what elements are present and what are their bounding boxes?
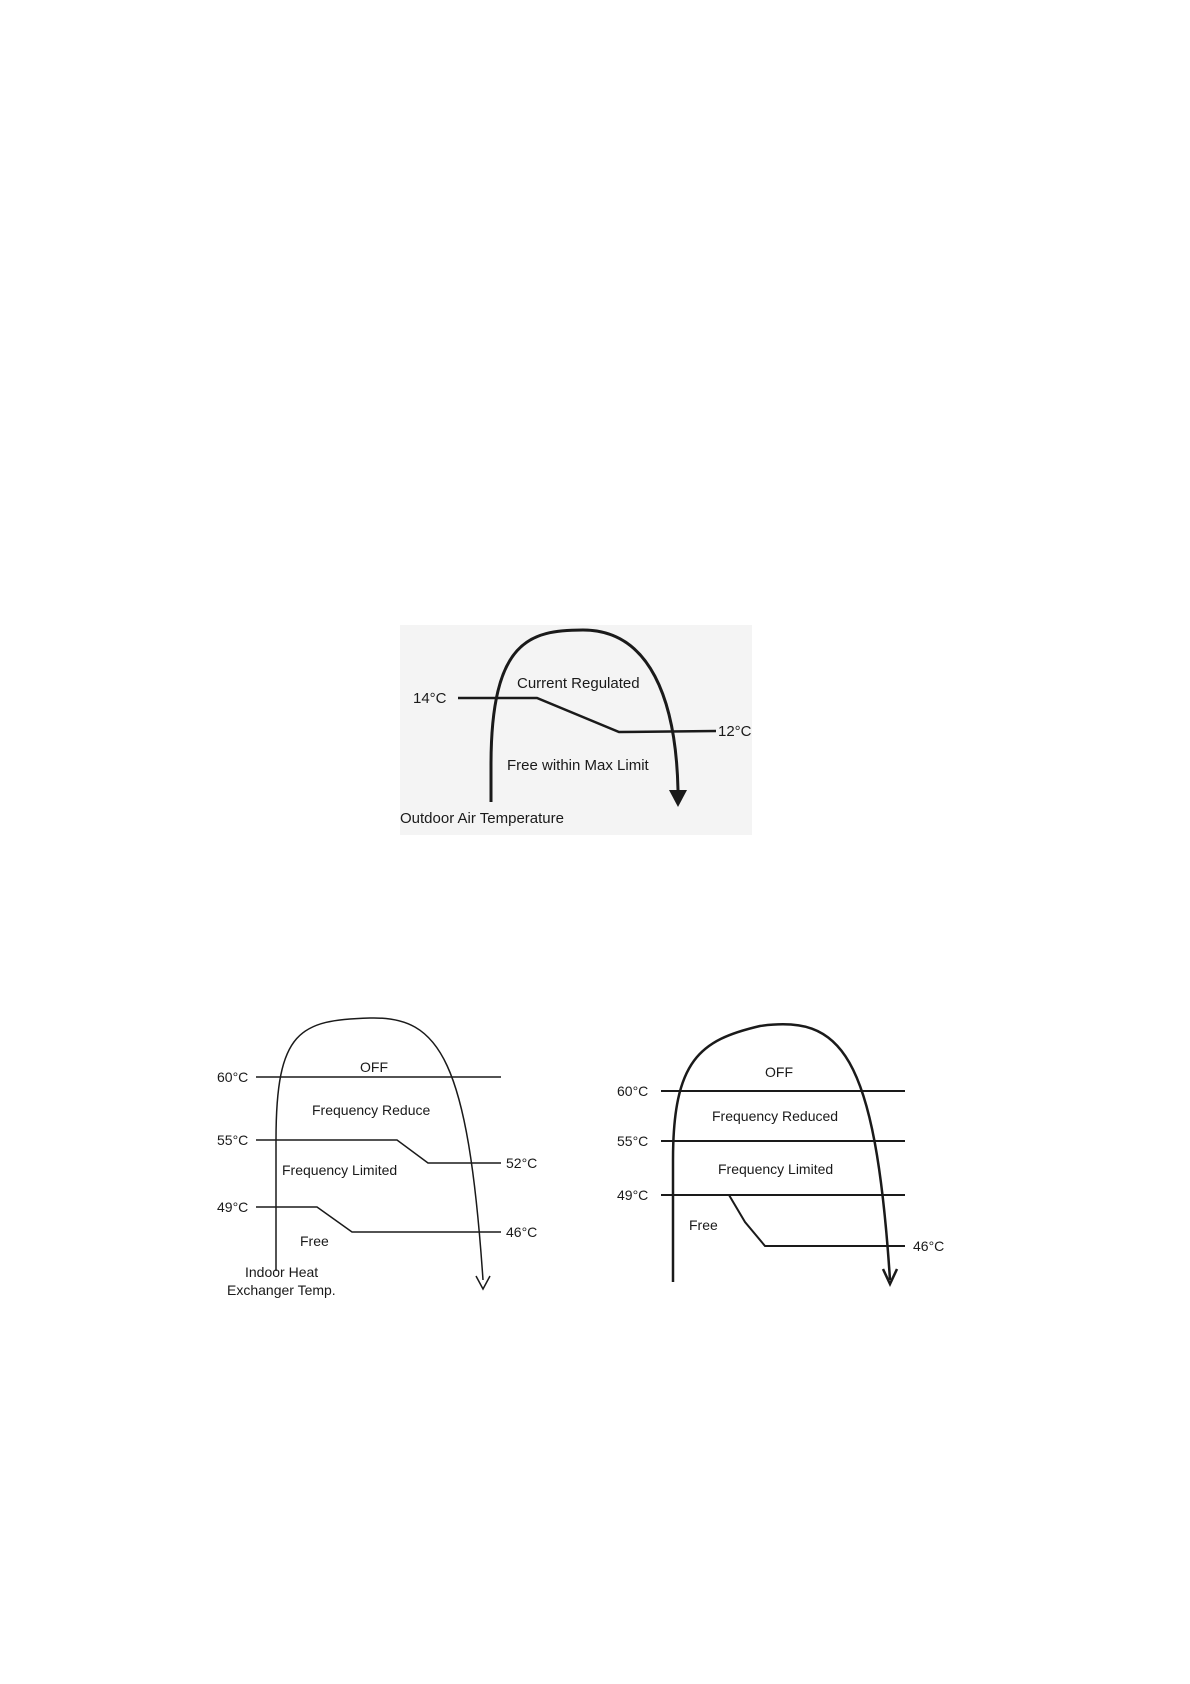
diagram2-caption-line1: Indoor Heat	[245, 1264, 319, 1280]
diagram1-label-12c: 12°C	[718, 723, 752, 740]
diagram3-label-49c: 49°C	[617, 1187, 649, 1203]
diagram3-label-46c: 46°C	[913, 1238, 945, 1254]
diagram1-zone-current-regulated: Current Regulated	[517, 675, 640, 692]
diagram3-zone-frequency-limited: Frequency Limited	[718, 1161, 834, 1177]
diagram2-caption-line2: Exchanger Temp.	[227, 1282, 336, 1298]
diagram3-zone-frequency-reduced: Frequency Reduced	[712, 1108, 839, 1124]
diagram2-zone-frequency-reduce: Frequency Reduce	[312, 1102, 431, 1118]
diagram3-arc-curve	[673, 1024, 890, 1282]
diagram1-caption: Outdoor Air Temperature	[400, 810, 564, 827]
diagram1-zone-free: Free within Max Limit	[507, 757, 649, 774]
diagram3-line-46c	[729, 1195, 905, 1246]
diagram2-label-46c: 46°C	[506, 1224, 538, 1240]
diagram2-zone-off: OFF	[360, 1059, 388, 1075]
diagram2-label-49c: 49°C	[217, 1199, 249, 1215]
diagram3-zone-off: OFF	[765, 1064, 793, 1080]
diagram2-label-52c: 52°C	[506, 1155, 538, 1171]
diagram2-label-60c: 60°C	[217, 1069, 249, 1085]
diagram2-label-55c: 55°C	[217, 1132, 249, 1148]
diagram2-zone-free: Free	[300, 1233, 329, 1249]
diagram2-zone-frequency-limited: Frequency Limited	[282, 1162, 398, 1178]
diagram3-zone-free: Free	[689, 1217, 718, 1233]
diagram3-label-60c: 60°C	[617, 1083, 649, 1099]
diagram1-label-14c: 14°C	[413, 690, 447, 707]
diagram3-label-55c: 55°C	[617, 1133, 649, 1149]
